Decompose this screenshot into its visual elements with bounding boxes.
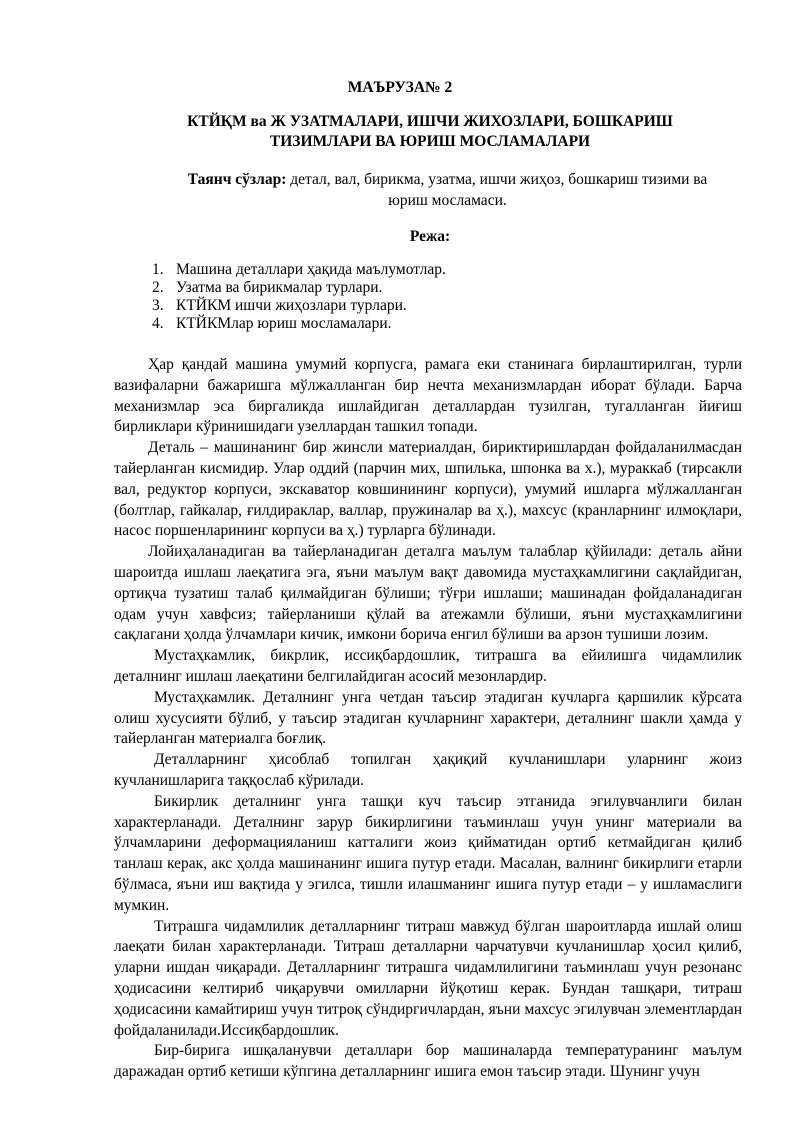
plan-heading: Режа:: [409, 228, 451, 245]
plan-item-number: 4.: [152, 315, 164, 332]
body-paragraph: Деталларнинг ҳисоблаб топилган ҳақиқий кучланишлари уларнинг жоиз кучланишларига таққослаб кўрилади.: [114, 751, 742, 789]
keywords-label: Таянч сўзлар:: [187, 171, 287, 188]
lecture-title: КТЙҚМ ва Ж УЗАТМАЛАРИ, ИШЧИ ЖИХОЗЛАРИ, БОШКАРИШ ТИЗИМЛАРИ ВА ЮРИШ МОСЛАМАЛАРИ: [187, 113, 673, 150]
plan-list: [152, 261, 446, 333]
lecture-number: МАЪРУЗА№ 2: [347, 79, 453, 96]
plan-item: [152, 279, 446, 297]
plan-item-text: Машина деталлари ҳақида маълумотлар.: [176, 261, 446, 278]
body-paragraph: Ҳар қандай машина умумий корпусга, рамага еки станинага бирлаштирилган, турли вазифаларни бажаришга мўлжалланган бир нечта механизмлардан иборат бўлади. Барча механизмлар эса биргаликда ишлайдиган деталлардан тузилган, тугалланган йиғиш бирликлари кўринишидаги узеллардан ташкил топади.: [114, 356, 742, 436]
body-paragraph: Мустаҳкамлик. Деталнинг унга четдан таъсир этадиган кучларга қаршилик кўрсата олиш хусусияти бўлиб, у таъсир этадиган кучларнинг характери, деталнинг шакли ҳамда у тайерланган материалга боғлиқ.: [114, 688, 742, 748]
body-paragraph: Деталь – машинанинг бир жинсли материалдан, бириктиришлардан фойдаланилмасдан тайерланган кисмидир. Улар оддий (парчин мих, шпилька, шпонка ва х.), мураккаб (тирсакли вал, редуктор корпуси, экскаватор ковшинининг корпуси), умумий ишларга мўлжалланган (болтлар, гайкалар, ғилдираклар, валлар, пружиналар ва ҳ.), махсус (кранларнинг илмоқлари, насос поршенларининг корпуси ва ҳ.) турларга бўлинади.: [114, 439, 742, 540]
lecture-body: [114, 355, 742, 1083]
body-paragraph: Бир-бирига ишқаланувчи деталлари бор машиналарда температуранинг маълум даражадан ортиб кетиши кўпгина деталларнинг ишига емон таъсир этади. Шунинг учун: [114, 1042, 742, 1081]
body-paragraph: Лойиҳаланадиган ва тайерланадиган деталга маълум талаблар қўйилади: деталь айни шароитда ишлаш лаеқатига эга, яъни маълум вақт давомида мустаҳкамлигини сақлайдиган, ортиқча тузатиш талаб қилмайдиган бўлиши; тўғри ишлаши; машинадан фойдаланадиган одам учун хавфсиз; тайерланиши қўлай ва атежамли бўлиши, яъни мустаҳкамлигини сақлагани ҳолда ўлчамлари кичик, имкони борича енгил бўлиши ва арзон тушиши лозим.: [114, 543, 742, 644]
plan-item: [152, 261, 446, 279]
plan-item-number: 2.: [152, 279, 164, 296]
keywords-text: детал, вал, бирикма, узатма, ишчи жиҳоз, бошкариш тизими ва юриш мосламаси.: [286, 171, 708, 209]
body-paragraph: Мустаҳкамлик, бикрлик, иссиқбардошлик, титрашга ва ейилишга чидамлилик деталнинг ишлаш лаеқатини белгилайдиган асосий мезонлардир.: [114, 647, 742, 685]
keywords: [170, 169, 725, 211]
plan-item-text: Узатма ва бирикмалар турлари.: [176, 279, 383, 296]
plan-item-number: 1.: [152, 261, 164, 278]
plan-item-text: КТЙКМ ишчи жиҳозлари турлари.: [176, 297, 407, 314]
plan-item: [152, 297, 446, 315]
body-paragraph: Титрашга чидамлилик деталларнинг титраш мавжуд бўлган шароитларда ишлай олиш лаеқати билан характерланади. Титраш деталларни чарчатувчи кучланишлар ҳосил қилиб, уларни ишдан чиқаради. Деталларнинг титрашга чидамлилигини таъминлаш учун резонанс ҳодисасини келтириб чиқарувчи омилларни йўқотиш керак. Бундан ташқари, титраш ҳодисасини камайтириш учун титроқ сўндиргичлардан, яъни махсус эгилувчан элементлардан фойдаланилади.Иссиқбардошлик.: [114, 917, 742, 1039]
body-paragraph: Бикирлик деталнинг унга ташқи куч таъсир этганида эгилувчанлиги билан характерланади. Деталнинг зарур бикирлигини таъминлаш учун унинг материали ва ўлчамларини деформацияланиш катталиги жоиз қийматидан ортиб кетмайдиган қилиб танлаш керак, акс ҳолда машинанинг ишига путур етади. Масалан, валнинг бикирлиги етарли бўлмаса, яъни иш вақтида у эгилса, тишли илашманинг ишига путур етади – у ишламаслиги мумкин.: [114, 792, 742, 914]
plan-item-number: 3.: [152, 297, 164, 314]
plan-item: [152, 315, 446, 333]
plan-item-text: КТЙКМлар юриш мосламалари.: [176, 315, 392, 332]
